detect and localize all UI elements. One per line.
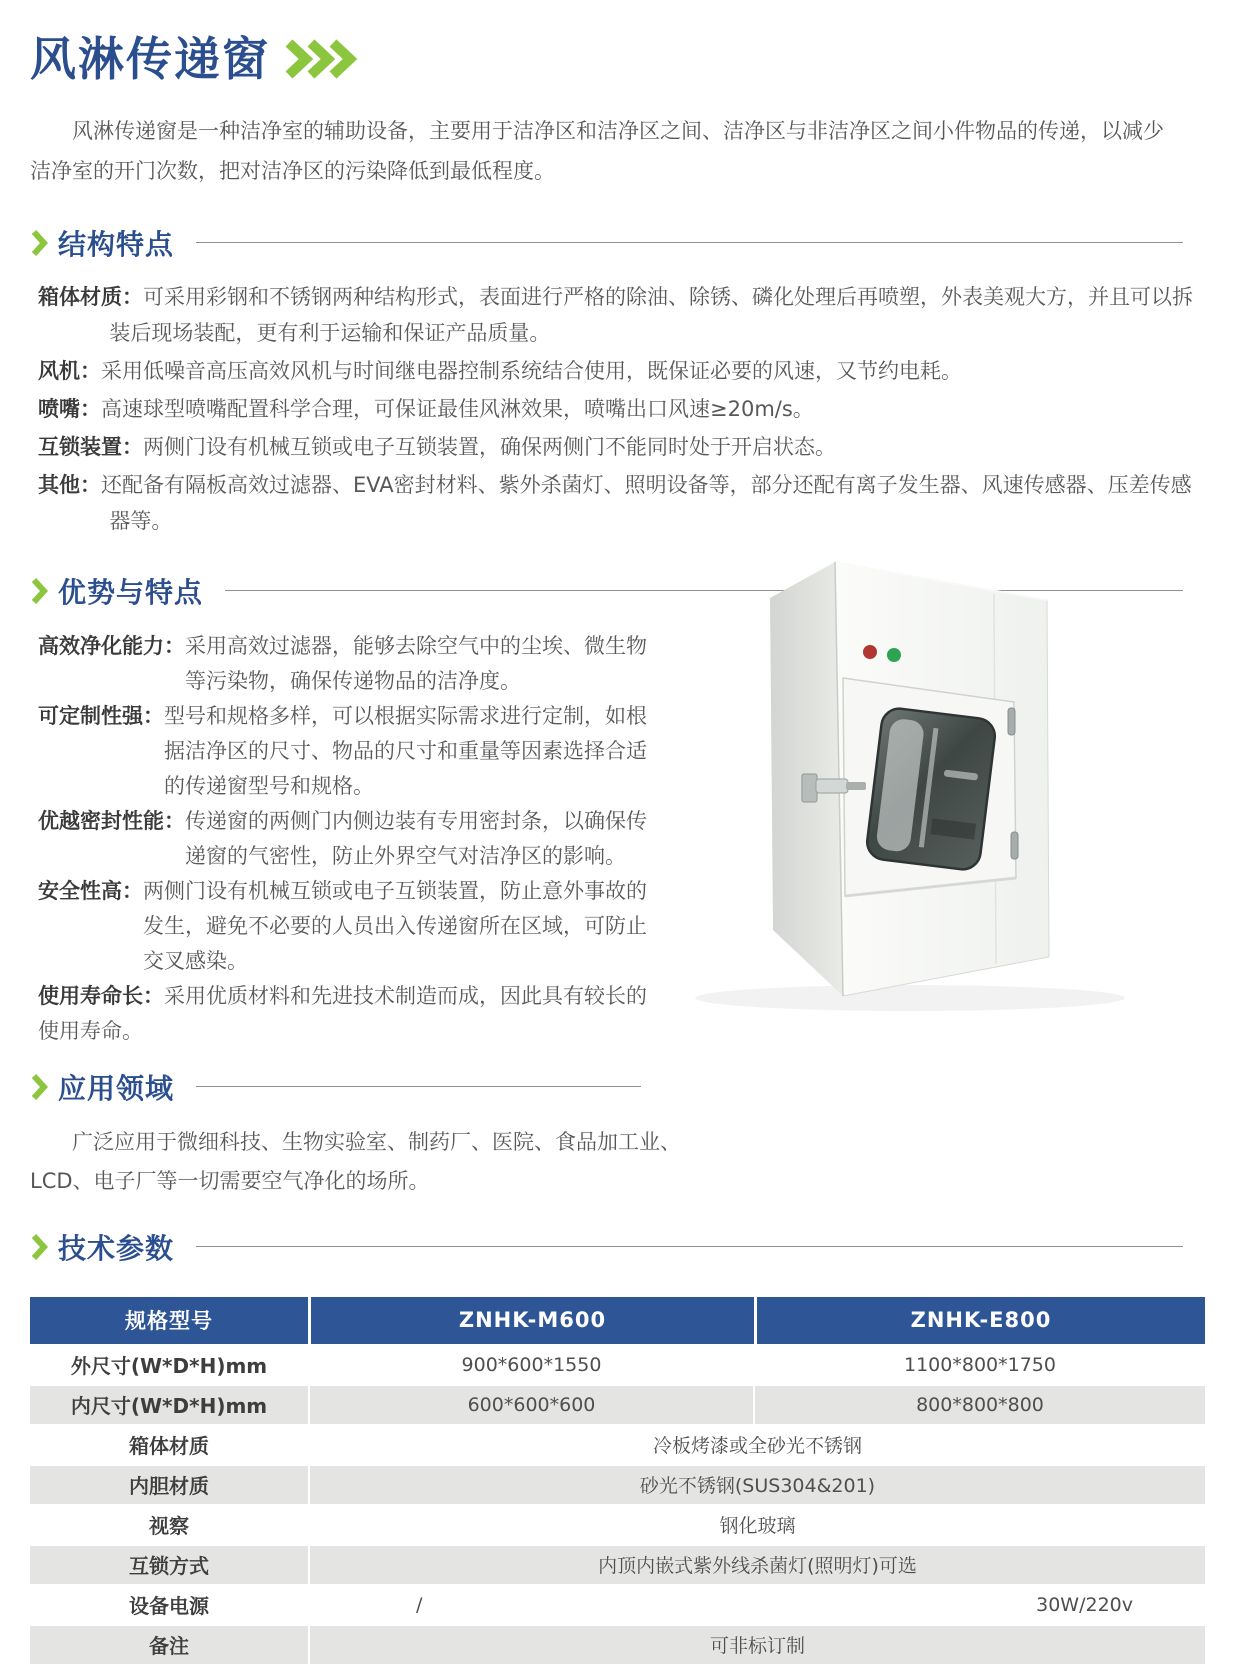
page-header	[30, 34, 1205, 85]
spec-table	[30, 1297, 1205, 1664]
chevron-icon	[30, 1232, 48, 1262]
section-divider-line	[196, 1086, 641, 1087]
indicator-light-red	[863, 645, 877, 659]
table-row	[30, 1586, 1205, 1624]
table-header-cell: 规格型号	[30, 1297, 308, 1344]
feature-label: 高效净化能力：	[38, 633, 185, 658]
row-value: /	[310, 1586, 753, 1624]
section-divider-line	[196, 1246, 1183, 1247]
section-header-structure	[30, 223, 1205, 263]
feature-text: 采用优质材料和先进技术制造而成，因此具有较长的使用寿命。	[38, 983, 647, 1043]
row-value: 900*600*1550	[310, 1346, 753, 1384]
feature-label: 优越密封性能：	[38, 808, 185, 833]
section-title-applications: 应用领域	[58, 1071, 175, 1105]
row-label: 视察	[30, 1506, 308, 1544]
feature-item	[38, 391, 1205, 427]
table-row	[30, 1346, 1205, 1384]
feature-text: 可采用彩钢和不锈钢两种结构形式，表面进行严格的除油、除锈、磷化处理后再喷塑，外表美观大方，并且可以拆装后现场装配，更有利于运输和保证产品质量。	[109, 284, 1193, 345]
feature-text: 采用高效过滤器，能够去除空气中的尘埃、微生物等污染物，确保传递物品的洁净度。	[185, 633, 647, 693]
row-value: 1100*800*1750	[755, 1346, 1205, 1384]
feature-label: 其他：	[38, 472, 101, 497]
feature-item	[38, 467, 1205, 539]
row-label: 内胆材质	[30, 1466, 308, 1504]
feature-label: 安全性高：	[38, 878, 143, 903]
applications-paragraph: 广泛应用于微细科技、生物实验室、制药厂、医院、食品加工业、LCD、电子厂等一切需要空气净化的场所。	[30, 1129, 681, 1193]
chevron-icon	[30, 228, 48, 258]
feature-item	[38, 429, 1205, 465]
feature-text: 采用低噪音高压高效风机与时间继电器控制系统结合使用，既保证必要的风速，又节约电耗。	[101, 358, 962, 383]
feature-item	[38, 279, 1205, 351]
feature-label: 箱体材质：	[38, 284, 143, 309]
feature-item	[38, 629, 660, 699]
feature-text: 传递窗的两侧门内侧边装有专用密封条，以确保传递窗的气密性，防止外界空气对洁净区的影响。	[185, 808, 647, 868]
row-value: 600*600*600	[310, 1386, 753, 1424]
section-header-applications	[30, 1067, 1205, 1107]
table-header-cell: ZNHK-E800	[757, 1297, 1205, 1344]
section-title-advantages: 优势与特点	[58, 575, 204, 609]
row-value: 30W/220v	[755, 1586, 1205, 1624]
intro-paragraph: 风淋传递窗是一种洁净室的辅助设备，主要用于洁净区和洁净区之间、洁净区与非洁净区之间小件物品的传递，以减少洁净室的开门次数，把对洁净区的污染降低到最低程度。	[30, 118, 1164, 183]
chevron-icon	[30, 1072, 48, 1102]
row-label: 互锁方式	[30, 1546, 308, 1584]
structure-feature-list	[38, 279, 1205, 539]
row-label: 箱体材质	[30, 1426, 308, 1464]
feature-text: 型号和规格多样，可以根据实际需求进行定制，如根据洁净区的尺寸、物品的尺寸和重量等因素选择合适的传递窗型号和规格。	[164, 703, 647, 798]
row-value: 内顶内嵌式紫外线杀菌灯(照明灯)可选	[310, 1546, 1205, 1584]
feature-label: 使用寿命长：	[38, 983, 164, 1008]
floor-shadow	[695, 985, 1125, 1011]
section-header-specs	[30, 1227, 1205, 1267]
row-label: 内尺寸(W*D*H)mm	[30, 1386, 308, 1424]
door-hinge-bottom	[1011, 832, 1018, 859]
feature-label: 风机：	[38, 358, 101, 383]
feature-item	[38, 979, 660, 1049]
row-value: 钢化玻璃	[310, 1506, 1205, 1544]
row-value: 冷板烤漆或全砂光不锈钢	[310, 1426, 1205, 1464]
feature-item	[38, 699, 660, 804]
feature-item	[38, 353, 1205, 389]
pass-box-product-image	[642, 532, 1182, 1018]
table-row	[30, 1546, 1205, 1584]
row-value: 砂光不锈钢(SUS304&201)	[310, 1466, 1205, 1504]
door-window	[865, 707, 997, 872]
feature-text: 两侧门设有机械互锁或电子互锁装置，确保两侧门不能同时处于开启状态。	[143, 434, 836, 459]
feature-text: 两侧门设有机械互锁或电子互锁装置，防止意外事故的发生，避免不必要的人员出入传递窗所在区域，可防止交叉感染。	[143, 878, 647, 973]
feature-text: 高速球型喷嘴配置科学合理，可保证最佳风淋效果，喷嘴出口风速≥20m/s。	[101, 396, 814, 421]
feature-item	[38, 874, 660, 979]
feature-item	[38, 804, 660, 874]
table-header-row	[30, 1297, 1205, 1344]
table-row	[30, 1466, 1205, 1504]
door-hinge-top	[1008, 708, 1015, 735]
section-title-structure: 结构特点	[58, 227, 175, 261]
table-row	[30, 1626, 1205, 1664]
feature-label: 喷嘴：	[38, 396, 101, 421]
chevron-icon	[30, 576, 48, 606]
triple-chevron-icon	[284, 38, 356, 80]
row-value: 800*800*800	[755, 1386, 1205, 1424]
indicator-light-green	[887, 648, 901, 662]
table-row	[30, 1426, 1205, 1464]
section-divider-line	[196, 242, 1183, 243]
page-title: 风淋传递窗	[30, 32, 270, 86]
table-row	[30, 1386, 1205, 1424]
feature-text: 还配备有隔板高效过滤器、EVA密封材料、紫外杀菌灯、照明设备等，部分还配有离子发生器、风速传感器、压差传感器等。	[101, 472, 1192, 533]
row-value: 可非标订制	[310, 1626, 1205, 1664]
row-label: 外尺寸(W*D*H)mm	[30, 1346, 308, 1384]
row-label: 设备电源	[30, 1586, 308, 1624]
advantages-feature-list	[38, 629, 660, 1049]
table-row	[30, 1506, 1205, 1544]
section-title-specs: 技术参数	[58, 1231, 175, 1265]
table-header-cell: ZNHK-M600	[311, 1297, 754, 1344]
feature-label: 互锁装置：	[38, 434, 143, 459]
row-label: 备注	[30, 1626, 308, 1664]
feature-label: 可定制性强：	[38, 703, 164, 728]
